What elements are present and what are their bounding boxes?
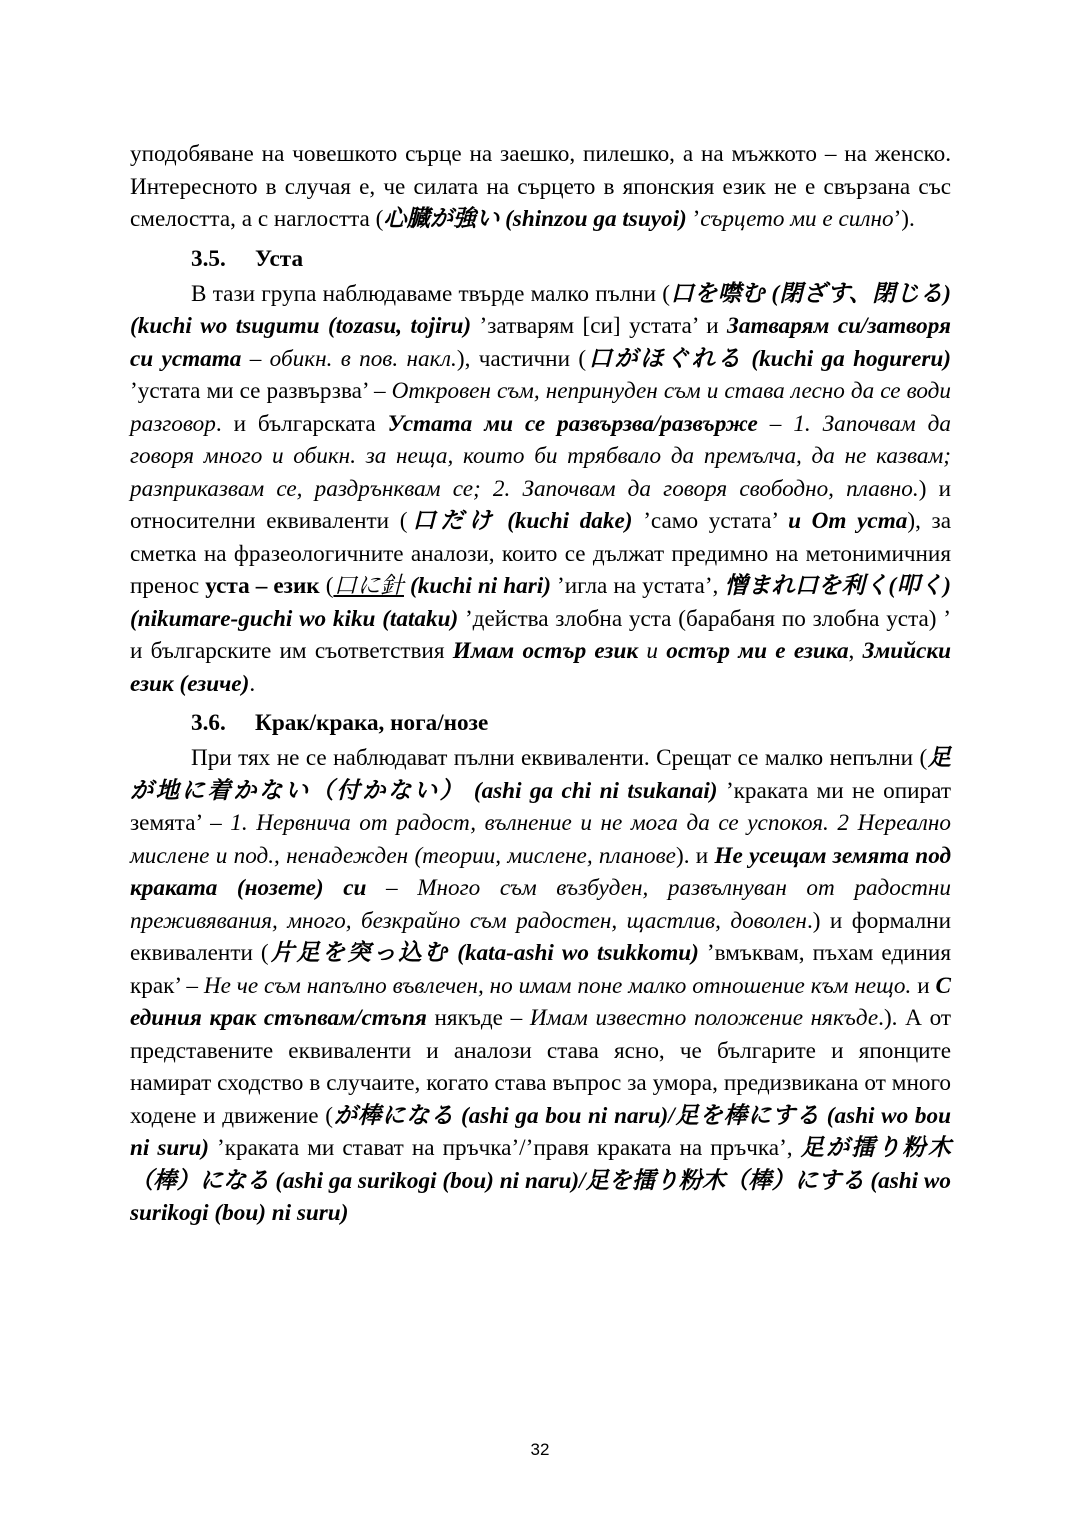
section-title: Уста bbox=[255, 245, 304, 272]
text-span: ’игла на устата’, bbox=[550, 573, 725, 599]
text-span: ’само устата’ bbox=[632, 508, 789, 534]
text-span: ’действа злобна уста (барабаня по злобна уста) ’ и българските им съответствия bbox=[130, 605, 951, 664]
paragraph-legs bbox=[130, 742, 951, 1230]
japanese-phrase: 口だけ (kuchi dake) bbox=[407, 508, 633, 534]
japanese-phrase: 心臓が強い (shinzou ga tsuyoi) bbox=[383, 206, 687, 232]
paragraph-mouth bbox=[130, 278, 951, 701]
japanese-phrase: が棒になる (ashi ga bou ni naru)/足を棒にする (ashi wo bou ni suru) bbox=[130, 1102, 952, 1161]
section-number: 3.6. bbox=[191, 710, 226, 736]
text-span: ), за сметка на фразеологичните аналози, които се дължат предимно на метонимичния пренос bbox=[130, 508, 952, 599]
japanese-phrase: 片足を突っ込む (kata-ashi wo tsukkomu) bbox=[268, 940, 699, 966]
text-span: ’затварям [си] устата’ и bbox=[471, 313, 728, 339]
text-span: и bbox=[638, 638, 667, 664]
section-title: Крак/крака, нога/нозе bbox=[255, 710, 489, 736]
translation: сърцето ми е силно bbox=[700, 206, 894, 232]
text-span: . и българската bbox=[215, 410, 388, 437]
japanese-phrase: 口を噤む (閉ざす、閉じる) (kuchi wo tsugumu (tozasu, tojiru) bbox=[130, 280, 951, 339]
bulgarian-phrase: С единия крак стъпвам/стъпя bbox=[130, 972, 951, 1031]
definition: Много съм възбуден, развълнуван от радостни преживявания, много, безкрайно съм радостен, щастлив, доволен bbox=[130, 875, 952, 934]
section-heading-3-5 bbox=[130, 240, 951, 278]
text-span: ’устата ми се развързва’ – bbox=[130, 378, 392, 404]
text-span: ) и относителни еквиваленти ( bbox=[130, 475, 952, 534]
japanese-reading: (kuchi ni hari) bbox=[403, 573, 551, 599]
text-span: ( bbox=[319, 573, 334, 599]
definition: – 1. Започвам да говоря много и обикн. за неща, които би трябвало да премълча, да не казвам; разприказвам се, раздрънквам се; 2. Започвам да говоря свободно, плавно. bbox=[130, 410, 951, 502]
definition: Имам известно положение някъде bbox=[529, 1005, 879, 1031]
section-number: 3.5. bbox=[191, 245, 226, 272]
bulgarian-phrase: Не усещам земята под краката (нозете) си bbox=[130, 842, 951, 901]
text-span: уподобяване на човешкото сърце на заешко, пилешко, а на мъжкото – на женско. Интересното в случая е, че силата на сърцето в японския език не е свързана със смелостта, а с наглостта ( bbox=[130, 141, 951, 232]
japanese-phrase: 足が擂り粉木（棒）になる (ashi ga surikogi (bou) ni naru)/足を擂り粉木（棒）にする (ashi wo surikogi (bou) ni suru) bbox=[130, 1135, 951, 1226]
definition: 1. Нервнича от радост, вълнение и не мога да се успокоя. 2 Нереално мислене и под., ненадежден (теории, мислене, планове bbox=[130, 810, 951, 869]
text-span: , bbox=[848, 638, 863, 664]
text-span: В тази група наблюдаваме твърде малко пълни ( bbox=[191, 280, 670, 307]
text-span: ’вмъквам, пъхам единия крак’ – bbox=[130, 940, 952, 999]
definition: – обикн. в пов. накл. bbox=[241, 345, 457, 372]
document-page bbox=[130, 138, 951, 1230]
text-span: някъде – bbox=[426, 1005, 530, 1031]
text-span: . bbox=[249, 670, 256, 697]
text-span: ), частични ( bbox=[456, 345, 587, 372]
text-span: При тях не се наблюдават пълни еквиваленти. Срещат се малко непълни ( bbox=[191, 745, 928, 771]
section-heading-3-6 bbox=[130, 704, 951, 742]
text-span: ’). bbox=[893, 206, 915, 232]
definition: Не че съм напълно въвлечен, но имам поне малко отношение към нещо. bbox=[203, 972, 912, 999]
definition: Откровен съм, непринуден съм и става лесно да се води разговор bbox=[130, 378, 951, 437]
bulgarian-phrase: Затварям си/затворя си устата bbox=[130, 313, 952, 372]
japanese-phrase: 憎まれ口を利く(叩く) (nikumare-guchi wo kiku (tataku) bbox=[130, 573, 951, 632]
text-span: .) и формални еквиваленти ( bbox=[130, 907, 951, 966]
text-span: и bbox=[911, 972, 936, 999]
text-span: – bbox=[366, 875, 418, 901]
text-span: ). и bbox=[675, 842, 715, 869]
japanese-phrase-underlined: 口に針 bbox=[333, 573, 404, 599]
text-span: .). А от представените еквиваленти и аналози става ясно, че българите и японците намират сходство в случаите, когато става въпрос за умора, предизвикана от много ходене и движение ( bbox=[130, 1005, 952, 1129]
bulgarian-phrase: и От уста bbox=[788, 508, 908, 534]
bulgarian-phrase: Змийски език (езиче) bbox=[130, 638, 952, 697]
japanese-phrase: 足が地に着かない（付かない） (ashi ga chi ni tsukanai) bbox=[130, 745, 951, 804]
metonymy-term: уста – език bbox=[205, 573, 320, 599]
paragraph-heart bbox=[130, 138, 951, 236]
text-span: ’краката ми не опират земята’ – bbox=[130, 777, 951, 836]
bulgarian-phrase: Имам остър език bbox=[452, 638, 639, 664]
text-span: ’краката ми стават на пръчка’/’правя краката на пръчка’, bbox=[208, 1135, 801, 1161]
page-number: 32 bbox=[530, 1440, 550, 1459]
bulgarian-phrase: остър ми е езика bbox=[666, 638, 849, 664]
bulgarian-phrase: Устата ми се развързва/развърже bbox=[387, 410, 758, 437]
text-span: ’ bbox=[686, 206, 701, 232]
japanese-phrase: 口がほぐれる (kuchi ga hogureru) bbox=[586, 345, 952, 372]
